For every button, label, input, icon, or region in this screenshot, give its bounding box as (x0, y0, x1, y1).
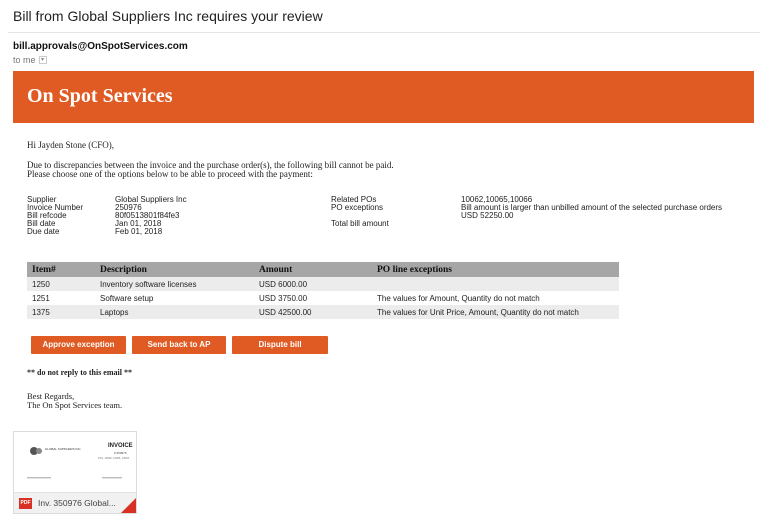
item-exception (372, 277, 619, 291)
info-label: Related POs (331, 195, 377, 204)
item-description: Laptops (95, 305, 254, 319)
supplier-value: Global Suppliers Inc (115, 195, 187, 204)
team-line: The On Spot Services team. (27, 400, 123, 410)
header-divider (8, 32, 760, 33)
info-label: Total bill amount (331, 219, 389, 228)
intro-text (27, 161, 394, 179)
bill-date-value: Jan 01, 2018 (115, 219, 162, 228)
send-back-to-ap-button[interactable]: Send back to AP (132, 336, 226, 354)
brand-banner (13, 71, 754, 123)
item-number: 1250 (27, 277, 95, 291)
dispute-bill-button[interactable]: Dispute bill (232, 336, 328, 354)
po-exceptions-value: Bill amount is larger than unbilled amount of the selected purchase orders (461, 203, 723, 212)
column-header: PO line exceptions (372, 262, 619, 277)
approve-exception-button[interactable]: Approve exception (31, 336, 126, 354)
signature (27, 392, 122, 410)
bill-info-values-left (115, 196, 187, 236)
greeting: Hi Jayden Stone (CFO), (27, 140, 114, 150)
bill-info-labels-left (27, 196, 83, 236)
item-description: Inventory software licenses (95, 277, 254, 291)
email-subject: Bill from Global Suppliers Inc requires your review (13, 8, 323, 24)
column-header: Item# (27, 262, 95, 277)
item-number: 1251 (27, 291, 95, 305)
invoice-attachment[interactable] (13, 431, 137, 514)
info-label: Bill refcode (27, 211, 67, 220)
item-number: 1375 (27, 305, 95, 319)
recipient-line (13, 55, 47, 65)
table-header-row (27, 262, 619, 277)
info-label: Invoice Number (27, 203, 84, 212)
pdf-corner-icon (120, 498, 136, 514)
preview-pos: POs: 10062, 10065, 10066 (98, 457, 130, 460)
intro-line-2: Please choose one of the options below to be able to proceed with the payment: (27, 169, 313, 179)
preview-company: GLOBAL SUPPLIERS INC. (45, 447, 82, 451)
attachment-filename[interactable]: Inv. 350976 Global... (38, 498, 116, 508)
bill-items-table (27, 262, 619, 319)
recipient-details-icon[interactable]: ▾ (39, 56, 47, 64)
item-description: Software setup (95, 291, 254, 305)
info-label: Bill date (27, 219, 56, 228)
bill-info-labels-right (331, 196, 389, 228)
related-pos-value: 10062,10065,10066 (461, 195, 533, 204)
sender-address[interactable]: bill.approvals@OnSpotServices.com (13, 41, 188, 52)
pdf-icon: PDF (19, 498, 32, 509)
item-amount: USD 42500.00 (254, 305, 372, 319)
invoice-number-value: 250976 (115, 203, 142, 212)
table-row (27, 277, 619, 291)
item-amount: USD 3750.00 (254, 291, 372, 305)
info-label: Supplier (27, 195, 57, 204)
total-bill-value: USD 52250.00 (461, 211, 514, 220)
table-row (27, 305, 619, 319)
recipient-label: to me (13, 55, 36, 65)
info-label: Due date (27, 227, 60, 236)
item-exception: The values for Amount, Quantity do not match (372, 291, 619, 305)
regards-line: Best Regards, (27, 391, 75, 401)
column-header: Amount (254, 262, 372, 277)
bill-refcode-value: 80f0513801f84fe3 (115, 211, 180, 220)
banner-title: On Spot Services (27, 85, 173, 107)
preview-title: INVOICE (108, 443, 133, 449)
preview-number: # 350976 (114, 451, 127, 455)
invoice-thumbnail (14, 432, 136, 490)
attachment-footer[interactable] (14, 492, 136, 514)
item-amount: USD 6000.00 (254, 277, 372, 291)
info-label: PO exceptions (331, 203, 384, 212)
attachment-preview (14, 432, 136, 490)
intro-line-1: Due to discrepancies between the invoice and the purchase order(s), the following bill cannot be paid. (27, 160, 394, 170)
table-row (27, 291, 619, 305)
no-reply-notice: ** do not reply to this email ** (27, 368, 132, 377)
bill-info-values-right (461, 196, 751, 220)
due-date-value: Feb 01, 2018 (115, 227, 163, 236)
column-header: Description (95, 262, 254, 277)
item-exception: The values for Unit Price, Amount, Quantity do not match (372, 305, 619, 319)
